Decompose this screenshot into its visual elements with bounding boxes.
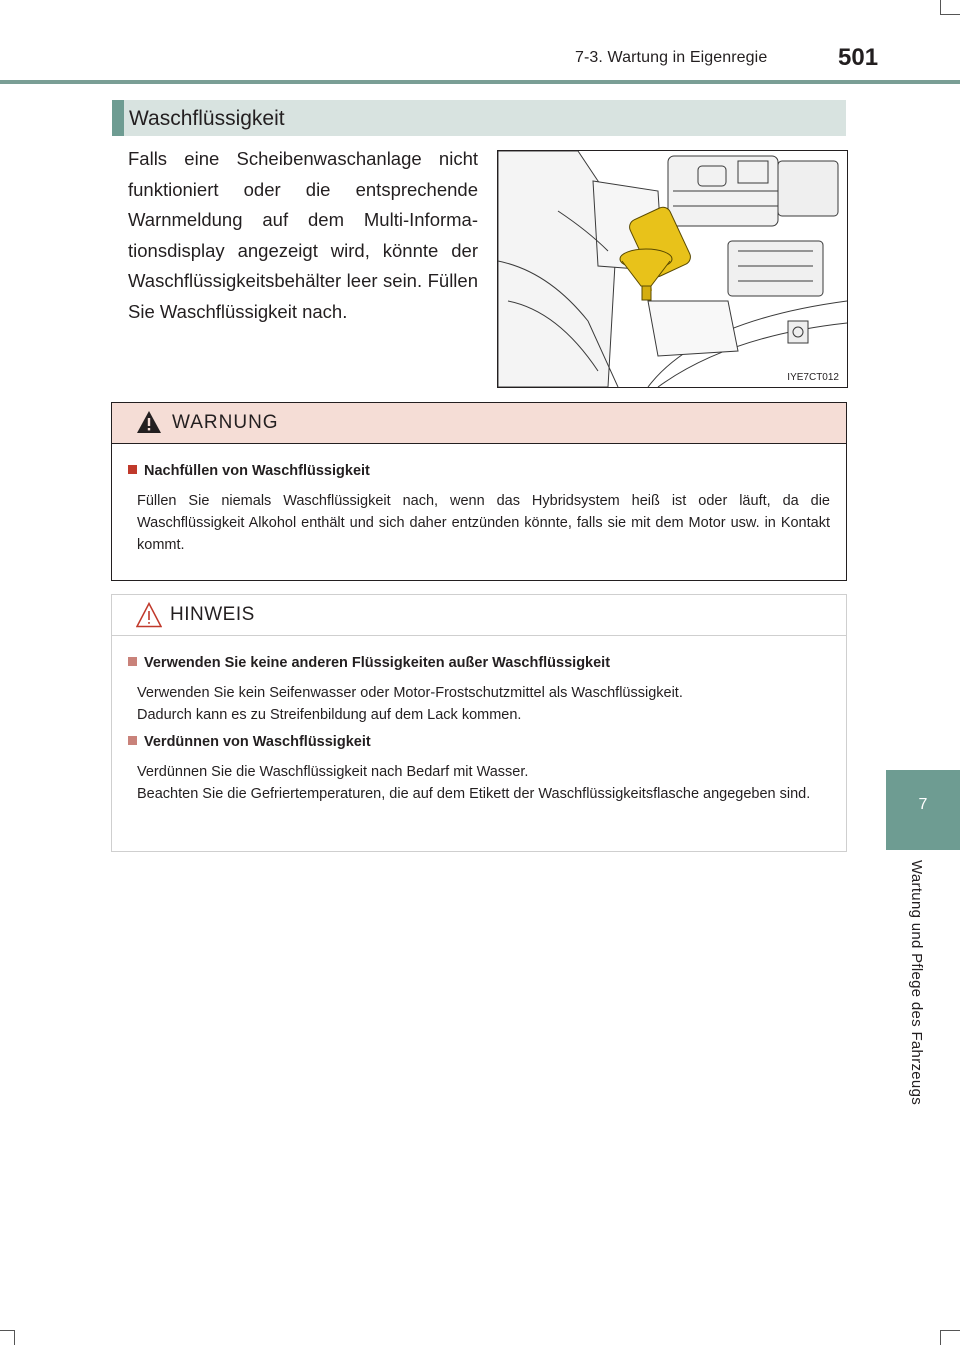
- bullet-square-icon: [128, 465, 137, 474]
- chapter-label: Wartung und Pflege des Fahrzeugs: [908, 860, 925, 1106]
- warning-item-heading: Nachfüllen von Waschflüssigkeit: [128, 463, 370, 479]
- section-header: [112, 100, 846, 136]
- crop-mark: [940, 14, 960, 15]
- page-number: 501: [838, 44, 879, 71]
- crop-mark: [0, 1330, 15, 1331]
- warning-title: WARNUNG: [172, 412, 279, 433]
- bullet-square-icon: [128, 736, 137, 745]
- note-box: [111, 594, 847, 852]
- warning-box: [111, 402, 847, 581]
- warning-item-text: Füllen Sie niemals Waschflüssigkeit nach, wenn das Hybridsystem heiß ist oder läuft, da die Waschflüssigkeit Alkohol enthält und sich daher entzünden könnte, falls sie mit dem Motor usw. in Kontakt kommt.: [137, 493, 830, 553]
- warning-triangle-icon: [136, 410, 162, 434]
- note-header: [112, 595, 846, 636]
- crop-mark: [14, 1330, 15, 1345]
- bullet-square-icon: [128, 657, 137, 666]
- note-item-text: Verdünnen Sie die Waschflüssigkeit nach Bedarf mit Wasser. Beachten Sie die Gefriertemperaturen, die auf dem Etikett der Waschflüssigkeitsflasche angegeben sind.: [137, 764, 811, 802]
- header-rule: [0, 80, 960, 84]
- note-item-heading: Verwenden Sie keine anderen Flüssigkeiten außer Waschflüssigkeit: [128, 655, 610, 671]
- illustration-code: IYE7CT012: [787, 372, 839, 383]
- crop-mark: [940, 1330, 960, 1331]
- section-accent-bar: [112, 100, 124, 136]
- chapter-tab[interactable]: [886, 770, 960, 850]
- note-title: HINWEIS: [170, 604, 255, 625]
- warning-header: [112, 403, 846, 444]
- header-section-title: 7-3. Wartung in Eigenregie: [575, 49, 768, 66]
- note-item-heading: Verdünnen von Waschflüssigkeit: [128, 734, 371, 750]
- crop-mark: [940, 1330, 941, 1345]
- chapter-number: 7: [918, 796, 928, 813]
- intro-paragraph: Falls eine Scheibenwaschanlage nicht funktioniert oder die entsprechende Warnmeldung auf dem Multi-Informa-tionsdisplay angezeigt wird, könnte der Waschflüssigkeitsbehälter leer sein. Füllen Sie Waschflüssigkeit nach.: [128, 148, 478, 322]
- crop-mark: [940, 0, 941, 14]
- engine-bay-illustration: [497, 150, 848, 388]
- section-title: Waschflüssigkeit: [129, 107, 285, 130]
- caution-triangle-icon: [136, 602, 162, 628]
- note-item-text: Verwenden Sie kein Seifenwasser oder Motor-Frostschutzmittel als Waschflüssigkeit. Dadurch kann es zu Streifenbildung auf dem Lack kommen.: [137, 685, 683, 723]
